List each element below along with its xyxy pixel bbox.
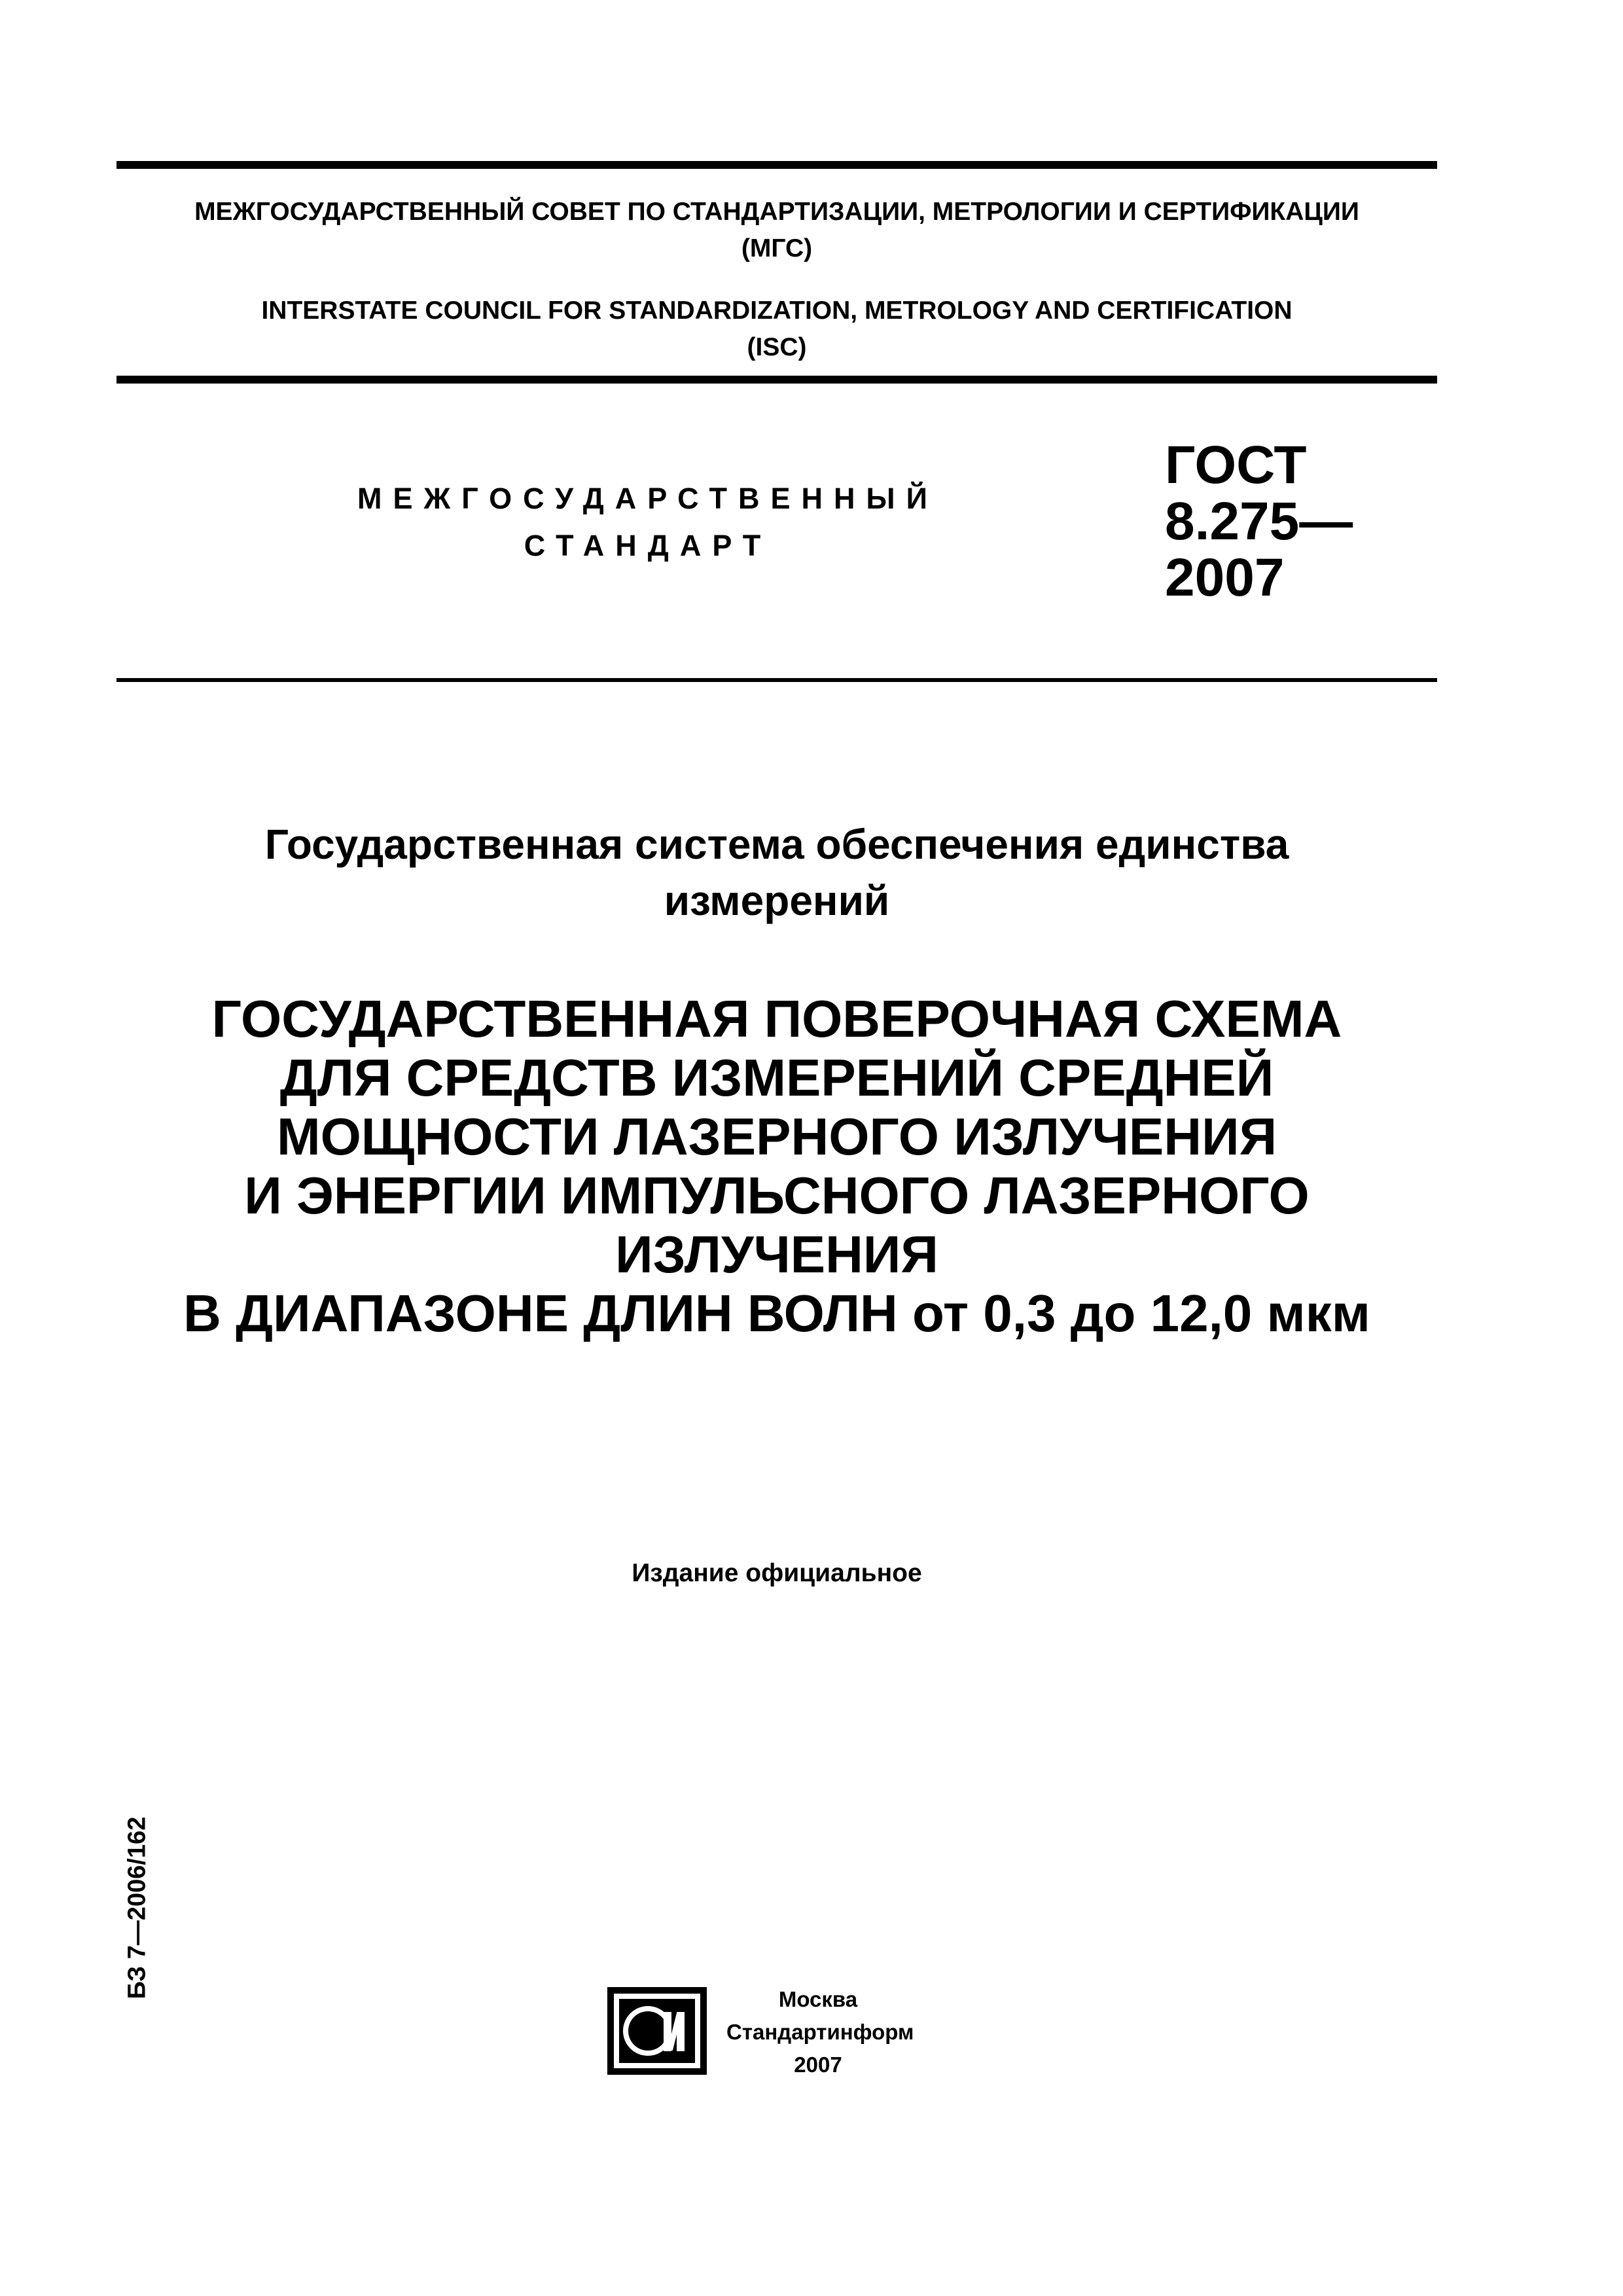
standard-type [281, 475, 1014, 569]
series-title-line1: Государственная система обеспечения единства [264, 821, 1289, 868]
series-title [116, 816, 1437, 929]
gost-number: 8.275— [1165, 492, 1353, 551]
top-rule [116, 161, 1437, 169]
council-en-text: INTERSTATE COUNCIL FOR STANDARDIZATION, METROLOGY AND CERTIFICATION [261, 296, 1293, 325]
title-line-2: ДЛЯ СРЕДСТВ ИЗМЕРЕНИЙ СРЕДНЕЙ [279, 1049, 1274, 1107]
publisher-imprint [726, 1983, 914, 2081]
council-en-abbr: (ISC) [747, 333, 807, 361]
designation-rule [116, 678, 1437, 682]
council-ru-text: МЕЖГОСУДАРСТВЕННЫЙ СОВЕТ ПО СТАНДАРТИЗАЦИИ, МЕТРОЛОГИИ И СЕРТИФИКАЦИИ [194, 198, 1359, 226]
standard-type-line1: МЕЖГОСУДАРСТВЕННЫЙ [357, 482, 938, 515]
council-ru-abbr: (МГС) [741, 234, 813, 262]
edition-label: Издание официальное [632, 1559, 922, 1587]
document-title [116, 990, 1437, 1343]
side-code: БЗ 7—2006/162 [123, 1816, 151, 2000]
gost-year: 2007 [1165, 548, 1285, 607]
publisher-city: Москва [778, 1987, 858, 2011]
title-line-6: В ДИАПАЗОНЕ ДЛИН ВОЛН от 0,3 до 12,0 мкм [183, 1284, 1370, 1342]
publisher-year: 2007 [794, 2053, 842, 2077]
title-line-5: ИЗЛУЧЕНИЯ [615, 1225, 938, 1283]
council-name-en [116, 293, 1437, 366]
gost-label: ГОСТ [1165, 435, 1307, 495]
series-title-line2: измерений [664, 877, 890, 924]
title-line-3: МОЩНОСТИ ЛАЗЕРНОГО ИЗЛУЧЕНИЯ [276, 1107, 1277, 1166]
header-bottom-rule [116, 376, 1437, 384]
standartinform-logo-icon [607, 1987, 707, 2075]
title-line-1: ГОСУДАРСТВЕННАЯ ПОВЕРОЧНАЯ СХЕМА [211, 990, 1342, 1048]
publisher-name: Стандартинформ [726, 2020, 914, 2044]
council-name-ru [116, 194, 1437, 267]
gost-designation [1165, 437, 1414, 606]
title-line-4: И ЭНЕРГИИ ИМПУЛЬСНОГО ЛАЗЕРНОГО [244, 1166, 1310, 1225]
publisher-logo [607, 1987, 707, 2075]
standard-type-line2: СТАНДАРТ [524, 529, 772, 562]
